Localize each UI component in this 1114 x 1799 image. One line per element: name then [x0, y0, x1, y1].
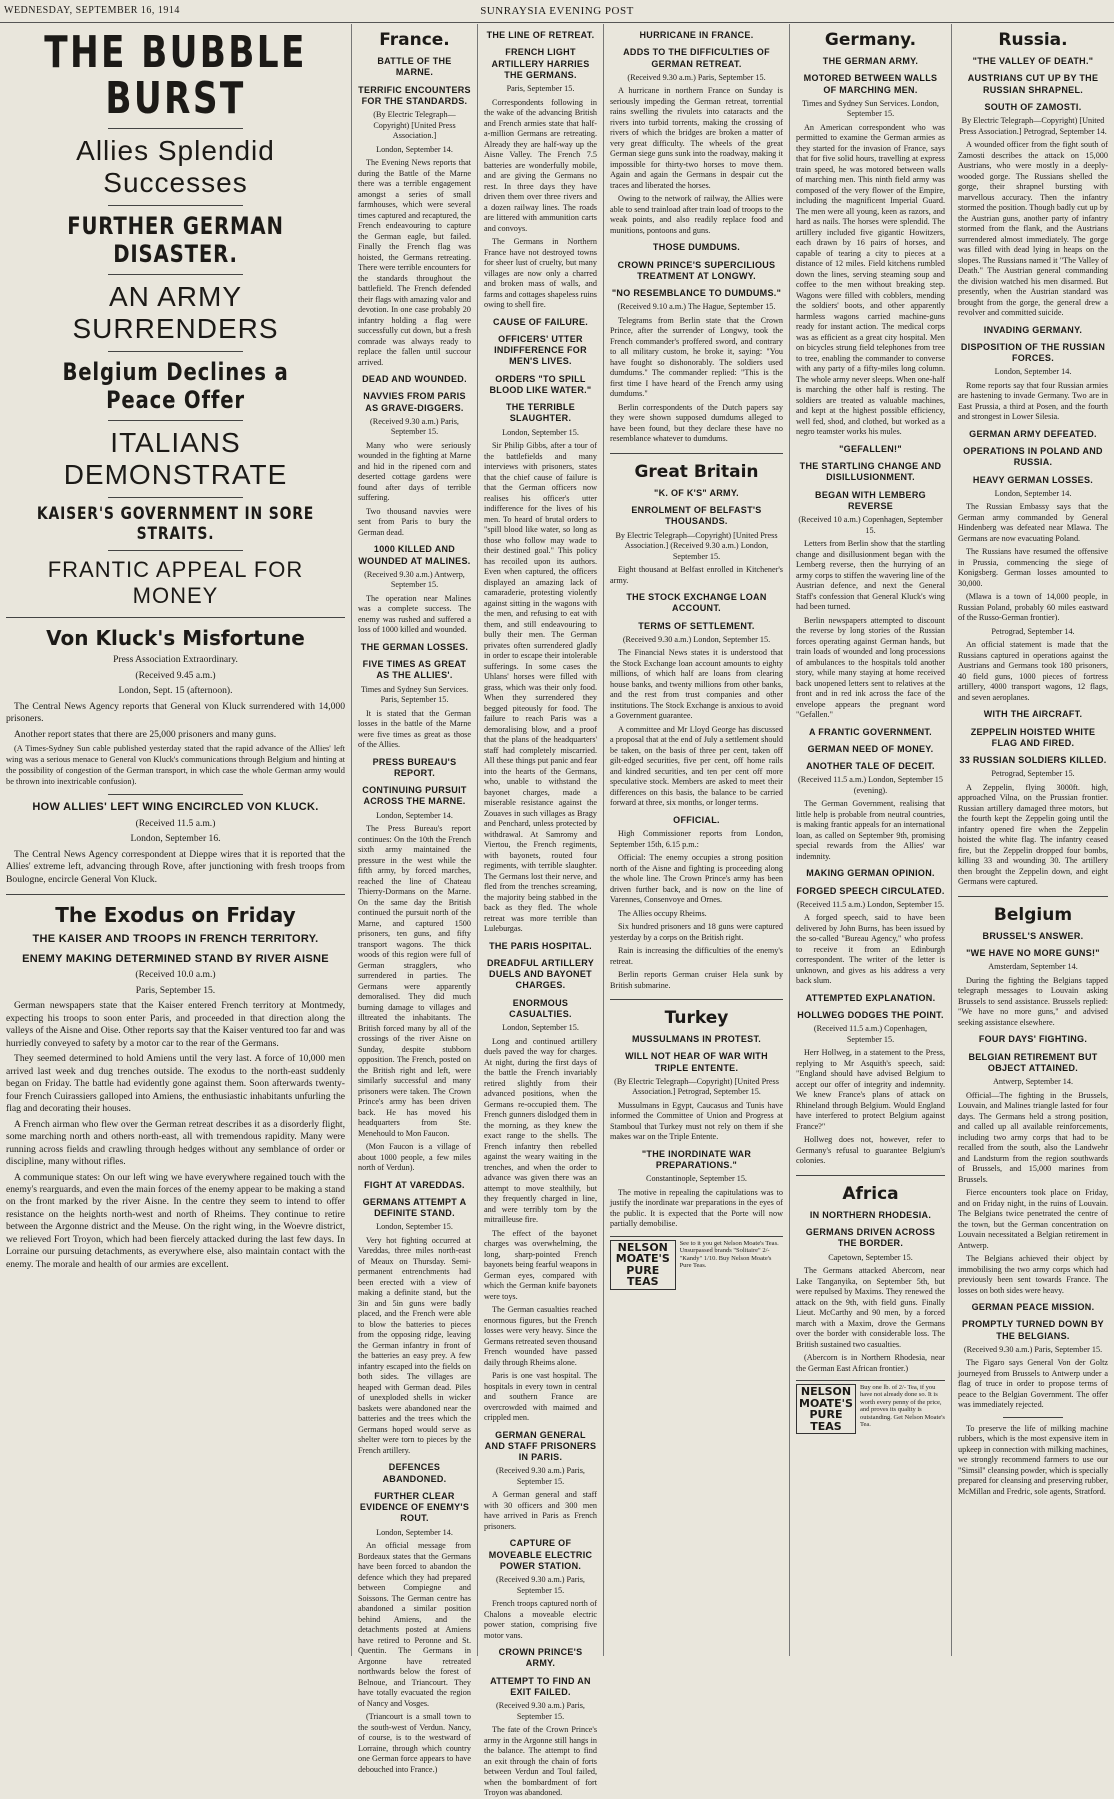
article-paragraph: To preserve the life of milking machine rubbers, which is the most expensive item in upkeep in connection with milking machines, we strongly recommend farmers to use our "Simsil" cleansing powder, which is specially prepared for cleansing and preserving rubber, McMillan and Fredric, sole agents, Stratford.: [958, 1423, 1108, 1496]
article-paragraph: (Mlawa is a town of 14,000 people, in Russian Poland, probably 60 miles eastward of the Russo-German frontier).: [958, 592, 1108, 623]
subhead: DISPOSITION OF THE RUSSIAN FORCES.: [960, 341, 1106, 363]
article-paragraph: (Mon Faucon is a village of about 1000 people, a few miles north of Verdun).: [358, 1142, 471, 1172]
advertisement: [610, 1236, 783, 1290]
article-paragraph: The Germans attacked Abercorn, near Lake Tanganyika, on September 5th, but were repulsed by Maxims. They renewed the attack on the 9th, with field guns. Finally Lieut. McCarthy and 90 men, by a forced march with a Maxim, drove the Germans over the border with considerable loss. The British sustained two casualties.: [796, 1266, 945, 1349]
dateline: London, September 14.: [994, 488, 1072, 498]
divider: [610, 999, 783, 1000]
headline-main: THE BUBBLE BURST: [44, 27, 307, 125]
subhead: DEFENCES ABANDONED.: [382, 1462, 447, 1484]
subhead: TERRIFIC ENCOUNTERS FOR THE STANDARDS.: [358, 84, 471, 106]
subhead: IN NORTHERN RHODESIA.: [809, 1209, 932, 1220]
subhead: "GEFALLEN!": [839, 443, 902, 454]
ad-logo: NELSON MOATE'S PURE TEAS: [796, 1384, 856, 1434]
divider: [108, 420, 244, 421]
paper-title: SUNRAYSIA EVENING POST: [480, 5, 634, 17]
masthead: [0, 0, 1114, 23]
dateline: London, September 15.: [502, 1023, 579, 1032]
dateline: (Received 9.30 a.m.) Paris, September 15.: [963, 1344, 1103, 1354]
article-paragraph: The Central News Agency correspondent at Dieppe wires that it is reported that the Allies' extreme left, advancing through Rove, after junctioning with fresh troops from Boulogne, encircle General Von Kluck.: [6, 848, 345, 885]
dateline: Petrograd, September 14.: [991, 626, 1075, 636]
subhead: WITH THE AIRCRAFT.: [983, 709, 1083, 720]
subhead: FRENCH LIGHT ARTILLERY HARRIES THE GERMANS.: [491, 47, 590, 80]
article-paragraph: A communique states: On our left wing we have everywhere regained touch with the enemy's rearguards, and even the main forces of the enemy appear to be making a stand on the front marked by the river Aisne. In the centre they seem to intend to offer resistance on the heights north-west and north of Rheims. They continue to retire between the Argonne district and the Meuse. On the right wing, in the Woevre district, we relieved Fort Troyon, which had been fiercely attacked during the last few days. In Lorraine our pursuing detachments, as everywhere else, also maintain contact with the enemy. The morale and health of our armies are excellent.: [6, 1171, 345, 1270]
dateline: London, September 15.: [376, 1222, 453, 1232]
article-paragraph: The Press Bureau's report continues: On the 10th the French sixth army maintained the pressure in the west while the fifth army, by forced marches, reached the line of Chateau Thierry-Dormans on the Marne. On the same day the British continued the pursuit north of the Marne, and captured 1500 prisoners, ten guns, and fifty transport wagons. The thick woods of this region were full of German stragglers, who surrendered in parties. The Germans were apparently demoralised. They did much burning damage to villages and illtreated the inhabitants. The British forced many by all of the crossings of the river Aisne on Sunday, despite stubborn opposition. The French, posted on the British right and left, were similarly successful and many prisoners were taken. The Crown Prince's army has been driven back. He has moved his headquarters from Ste. Menehould to Mon Faucon.: [358, 824, 471, 1138]
dateline: London, September 15.: [502, 427, 579, 437]
subhead: BELGIAN RETIREMENT BUT OBJECT ATTAINED.: [968, 1051, 1098, 1073]
subhead: THE GERMAN ARMY.: [822, 56, 919, 66]
subhead: "K. OF K'S" ARMY.: [654, 487, 739, 498]
subhead: ADDS TO THE DIFFICULTIES OF GERMAN RETREAT.: [623, 47, 770, 69]
subhead: CONTINUING PURSUIT ACROSS THE MARNE.: [362, 785, 467, 807]
subhead: THOSE DUMDUMS.: [652, 242, 741, 253]
section-exodus: The Exodus on Friday: [55, 902, 296, 927]
issue-date: WEDNESDAY, SEPTEMBER 16, 1914: [4, 5, 180, 16]
dateline: (Received 9.30 a.m.) Paris, September 15.: [370, 416, 459, 437]
article-paragraph: Berlin correspondents of the Dutch papers say they were shown supposed dumdums alleged to have been found, but they declare these have no resemblance whatever to dumdums.: [610, 402, 783, 444]
section-kluck: Von Kluck's Misfortune: [46, 626, 305, 651]
divider: [108, 128, 244, 129]
dateline: Amsterdam, September 14.: [988, 962, 1078, 972]
article-paragraph: A French airman who flew over the German retreat describes it as a disorderly flight, some marching north and others north-east, all with tremendous rapidity. Many were running across fields and crawling through hedges without any semblance of order or discipline, many without rifles.: [6, 1118, 345, 1168]
subhead: HURRICANE IN FRANCE.: [639, 30, 754, 40]
article-paragraph: (A Times-Sydney Sun cable published yesterday stated that the rapid advance of the Allies' left wing was a serious menace to General von Kluck's communications through Belgium and hinting at the possibility of congestion of the German transport, in which case the whole German army would be thrown into inextricable confusion).: [6, 744, 345, 786]
subhead: MAKING GERMAN OPINION.: [806, 868, 935, 879]
article-paragraph: Six hundred prisoners and 18 guns were captured yesterday by a corps on the British right.: [610, 922, 783, 942]
headline-money: FRANTIC APPEAL FOR MONEY: [47, 557, 304, 609]
subhead: ENORMOUS CASUALTIES.: [509, 997, 572, 1019]
article-paragraph: Berlin newspapers attempted to discount the reverse by long stories of the Russian forces operating against German hands, but train loads of wounded and long processions of ambulances to the hospitals told another story, while many staying at home received back unopened letters sent to relatives at the front and in red ink across the face of the envelope appears the pregnant word "Gefallen.": [796, 615, 945, 719]
divider: [958, 896, 1108, 897]
subhead: CAPTURE OF MOVEABLE ELECTRIC POWER STATION.: [488, 1538, 593, 1571]
article-paragraph: The German Government, realising that little help is probable from neutral countries, is making frantic appeals for an international loan, as called on September 9th, promising special rewards from the Allies' war indemnity.: [796, 799, 945, 861]
article-paragraph: The Belgians achieved their object by immobilising the two army corps which had previously been sent towards France. The losses on both sides were heavy.: [958, 1254, 1108, 1295]
subhead: FIVE TIMES AS GREAT AS THE ALLIES'.: [362, 659, 467, 681]
divider: [6, 894, 345, 895]
article-paragraph: Official—The fighting in the Brussels, Louvain, and Malines triangle lasted for four days. The Germans held a strong position, and called up all available reinforcements, including two army corps that had to be recalled from the south, also the Landwehr and Landsturm from the region southwards of Brussels, and 15,000 marines from Brussels.: [958, 1090, 1108, 1184]
subhead: TERMS OF SETTLEMENT.: [638, 620, 755, 631]
subhead-encircled: HOW ALLIES' LEFT WING ENCIRCLED VON KLUCK.: [32, 800, 319, 813]
dateline: London, September 14.: [376, 810, 453, 820]
subhead: OFFICERS' UTTER INDIFFERENCE FOR MEN'S LIVES.: [494, 333, 587, 367]
divider: [108, 274, 244, 275]
subhead: THE PARIS HOSPITAL.: [489, 940, 592, 951]
divider: [108, 497, 244, 498]
dateline: Constantinople, September 15.: [646, 1174, 747, 1184]
article-paragraph: Owing to the network of railway, the Allies were able to send trainload after train load of troops to the weak points, and also readily replace food and munitions, pontoons and guns.: [610, 194, 783, 235]
article-paragraph: A Zeppelin, flying 3000ft. high, approached Vilna, on the Prussian frontier. Russian artillery damaged three motors, but the fourth kept the Zeppelin going until the infantry opened fire when the Zeppelin hoisted the white flag. The infantry ceased fire, but the Zeppelin dropped four bombs, killing 33 and wounding 30. The artillery then brought the Zeppelin down, and eight Germans were captured.: [958, 782, 1108, 887]
dateline: (Received 11.5 a.m.) London, September 15 (evening).: [798, 775, 943, 795]
subhead: GERMANS DRIVEN ACROSS THE BORDER.: [805, 1227, 936, 1249]
ad-text: See to it you get Nelson Moate's Teas. Unsurpassed brands "Solitaire" 2/- "Kandy" 1/10. Buy Nelson Moate's Pure Teas.: [679, 1239, 779, 1270]
article-paragraph: A German general and staff with 30 officers and 300 men have arrived in Paris as French prisoners.: [484, 1490, 597, 1531]
article-paragraph: During the fighting the Belgians tapped telegraph messages to Louvain asking Brussels to send assistance. Brussels replied: "We have no more guns," and advised seeking assistance elsewhere.: [958, 975, 1108, 1027]
section-russia: Russia.: [998, 30, 1068, 50]
subhead: PROMPTLY TURNED DOWN BY THE BELGIANS.: [962, 1319, 1104, 1341]
section-turkey: Turkey: [664, 1008, 729, 1028]
article-paragraph: The Central News Agency reports that General von Kluck surrendered with 14,000 prisoners.: [6, 700, 345, 725]
article-paragraph: A wounded officer from the fight south of Zamosti describes the attack on 15,000 Austrians, who were mostly in a deeply-wooded gorge. The Russians shelled the gorge, their shrapnel bursting with marvellous accuracy. Then the infantry stormed the position. Though badly cut up by the Austrian guns, another party of infantry stormed from the flank, and the Austrians surrendered almost immediately. The gorge was filled with dead lying in heaps on the slopes. The Russians named it "The Valley of Death." The Austrian general commanding the division watched his men disarmed. But presently, when the Austrian standard was brought from the gorge, the general drew a revolver and committed suicide.: [958, 140, 1108, 317]
subhead: THE STARTLING CHANGE AND DISILLUSIONMENT.: [799, 461, 942, 483]
dateline: Capetown, September 15.: [828, 1252, 913, 1262]
section-belgium: Belgium: [993, 904, 1073, 925]
headline-italians: ITALIANS DEMONSTRATE: [63, 427, 288, 491]
byline: (By Electric Telegraph—Copyright) [United Press Association.]: [373, 110, 456, 140]
subhead: THE STOCK EXCHANGE LOAN ACCOUNT.: [626, 592, 767, 614]
subhead: HEAVY GERMAN LOSSES.: [972, 474, 1094, 485]
dateline: (Received 11.5 a.m.) London, September 15.: [796, 899, 945, 909]
subhead-aisne: ENEMY MAKING DETERMINED STAND BY RIVER AISNE: [22, 952, 329, 965]
article-paragraph: Mussulmans in Egypt, Caucasus and Tunis have informed the Committee of Union and Progress at Stamboul that Turkey must not rely on them if she makes war on the Triple Entente.: [610, 1100, 783, 1142]
dateline: London, September 16.: [130, 833, 221, 845]
subhead: ANOTHER TALE OF DECEIT.: [806, 761, 935, 771]
article-paragraph: Official: The enemy occupies a strong position north of the Aisne and fighting is proceeding along the whole line. The Crown Prince's army has been driven further back, and is now on the line of Varennes, Consenvoye and Ornes.: [610, 853, 783, 904]
article-paragraph: Rome reports say that four Russian armies are hastening to invade Germany. Two are in East Prussia, a third at Posen, and the fourth and strongest in Lower Silesia.: [958, 380, 1108, 422]
headline-belgium: Belgium Declines a Peace Offer: [62, 358, 289, 415]
subhead: BRUSSEL'S ANSWER.: [982, 930, 1084, 941]
subhead: INVADING GERMANY.: [983, 324, 1083, 335]
ad-logo: NELSON MOATE'S PURE TEAS: [610, 1240, 676, 1290]
dateline: (Received 9.30 a.m.) Paris, September 15.: [496, 1701, 585, 1721]
article-paragraph: It is stated that the German losses in the battle of the Marne were five times as great as those of the Allies.: [358, 708, 471, 749]
dateline: Antwerp, September 14.: [992, 1077, 1074, 1086]
subhead: ATTEMPTED EXPLANATION.: [805, 992, 936, 1003]
subhead: "THE VALLEY OF DEATH.": [972, 56, 1094, 66]
subhead: HOLLWEG DODGES THE POINT.: [797, 1010, 944, 1020]
divider: [108, 794, 244, 795]
subhead: CAUSE OF FAILURE.: [492, 316, 589, 327]
dateline: (Received 9.30 a.m.) Paris, September 15.: [496, 1575, 585, 1595]
article-paragraph: Two thousand navvies were sent from Paris to bury the German dead.: [358, 506, 471, 537]
article-paragraph: The Evening News reports that during the Battle of the Marne there was a terrible engagement amongst a series of small farmhouses, which were several times captured and recaptured, the French endeavouring to capture the German eagle, but failed. Finally the French flag was hoisted, the Germans retreating. There were terrible encounters for the standards throughout the battlefield. The French defended their flags with amazing valor and devotion. In one case probably 20 infantry holding a flag were successfully cut down, but a fresh comrade was always ready to replace the fallen until succour arrived.: [358, 158, 471, 367]
subhead: "NO RESEMBLANCE TO DUMDUMS.": [611, 288, 782, 298]
subhead: OPERATIONS IN POLAND AND RUSSIA.: [963, 446, 1103, 468]
dateline: London, September 14.: [376, 144, 453, 154]
article-paragraph: Long and continued artillery duels paved the way for charges. At night, during the first days of the battle the French invariably retired slightly from their advanced positions, when the Germans re-occupied them. The French gunners dislodged them in the morning, as they knew the exact range to the shells. The French infantry then rebelled against the weary waiting in the trenches, and when the order to advance was given there was an attempt to move stealthily, but they frequently charged in line, and were terribly torn by the mitrailleuse fire.: [484, 1036, 597, 1224]
column-russia: [952, 24, 1114, 1656]
dateline: (Received 9.30 a.m.) Paris, September 15.: [627, 72, 766, 82]
divider: [108, 550, 244, 551]
article-paragraph: German newspapers state that the Kaiser entered French territory at Montmedy, expecting his troops to soon enter Paris, and proceeded in that direction along the valleys of the Aisne and Oise. Other reports say that the Kaiser ventured too far and was hurriedly conveyed to safety by a motor car to the rear of the Germans.: [6, 1000, 345, 1049]
article-paragraph: A committee and Mr Lloyd George has discussed a proposal that at the end of July a settlement should be taken, on the basis of three per cent, taken off gilt-edged securities, five per cent, off home rails and kindred securities, and ten per cent off more speculative stock. Members are asked to meet their differences on this basis, the balance to be carried forward at three, six months, or longer terms.: [610, 724, 783, 808]
headline-army-surrenders: AN ARMY SURRENDERS: [72, 281, 279, 345]
column-front: [0, 24, 352, 1656]
article-paragraph: Berlin reports German cruiser Hela sunk by British submarine.: [610, 970, 783, 990]
dateline: (Received 11.5 a.m.) Copenhagen, September 15.: [813, 1024, 928, 1044]
dateline: (Received 10 a.m.) Copenhagen, September 15.: [798, 515, 943, 535]
dateline: By Electric Telegraph—Copyright) [United Press Association.] Petrograd, September 14.: [959, 116, 1107, 136]
dateline: (Received 9.30 a.m.) Paris, September 15.: [496, 1466, 585, 1486]
article-paragraph: Hollweg does not, however, refer to Germany's refusal to guarantee Belgium's colonies.: [796, 1135, 945, 1166]
article-paragraph: Rain is increasing the difficulties of the enemy's retreat.: [610, 946, 783, 966]
subhead: ATTEMPT TO FIND AN EXIT FAILED.: [490, 1675, 591, 1697]
column-retreat: [478, 24, 604, 1797]
dateline: Paris, September 15.: [135, 984, 216, 996]
article-paragraph: High Commissioner reports from London, September 15th, 6.15 p.m.:: [610, 829, 783, 849]
divider: [796, 1175, 945, 1176]
received-time: (Received 9.45 a.m.): [135, 669, 216, 681]
article-paragraph: The Financial News states it is understood that the Stock Exchange loan account amounts to eighty millions, of which half are loans from clearing house banks, and twenty millions from other banks, and the rest from trust companies and other institutions. The Stock Exchange is anxious to avoid a Government guarantee.: [610, 648, 783, 721]
subhead: A FRANTIC GOVERNMENT.: [809, 726, 932, 737]
received-time: (Received 11.5 a.m.): [135, 817, 216, 829]
article-paragraph: A hurricane in northern France on Sunday is seriously impeding the German retreat, torrential rains swelling the rivulets into cataracts and the rivers into turbid torrents, making the crossing of rivers of which the bridges are broken a matter of very great difficulty. The wheels of the great German siege guns sunk into the roadway, making it impossible for thirty-two horses to move them. Again and again the Germans in despair cut the traces and liberated the horses.: [610, 86, 783, 190]
headline-german-disaster: FURTHER GERMAN DISASTER.: [67, 212, 284, 269]
subhead: MOTORED BETWEEN WALLS OF MARCHING MEN.: [803, 73, 938, 95]
divider: [108, 351, 244, 352]
article-paragraph: Another report states that there are 25,000 prisoners and many guns.: [14, 728, 277, 740]
subhead: SOUTH OF ZAMOSTI.: [984, 101, 1082, 112]
subhead: AUSTRIANS CUT UP BY THE RUSSIAN SHRAPNEL.: [967, 73, 1099, 95]
dateline: London, September 14.: [376, 1527, 453, 1537]
divider: [610, 453, 783, 454]
subhead: GERMAN PEACE MISSION.: [971, 1302, 1095, 1312]
article-paragraph: (Abercorn is in Northern Rhodesia, near the German East African frontier.): [796, 1353, 945, 1373]
dateline: By Electric Telegraph—Copyright) [United Press Association.] (Received 9.30 a.m.) London, September 15.: [615, 530, 778, 561]
subhead: ZEPPELIN HOISTED WHITE FLAG AND FIRED.: [970, 726, 1096, 748]
dateline: (Received 9.30 a.m.) Antwerp, September 15.: [364, 569, 465, 590]
dateline: (Received 9.10 a.m.) The Hague, September 15.: [617, 302, 776, 312]
article-paragraph: Very hot fighting occurred at Vareddas, three miles north-east of Meaux on Thursday. Semi-permanent entrenchments had been erected with a view of making a definite stand, but the 3in and 5in guns were badly placed, and the French were able to blow the batteries to pieces from the opposing ridge, leaving the German infantry in front of the batteries an easy prey. A few infantry escaped into the fields on both sides. The villages are heaped with German dead. Piles of unexploded shells in wicker baskets were abandoned near the batteries and the trees which the Germans hoped would serve as shelter were torn to pieces by the French artillery.: [358, 1235, 471, 1455]
column-hurricane: [604, 24, 790, 1656]
article-paragraph: Correspondents following in the wake of the advancing British and French armies state that half-a-million Germans are retreating. Already they are half-way up the Aisne Valley. The French 7.5 batteries are wonderfully mobile, and are giving the Germans no rest. In three days they have driven them over three rivers and a dozen railway lines. The roads are littered with ammunition carts and convoys.: [484, 97, 597, 233]
article-paragraph: The Allies occupy Rheims.: [618, 908, 707, 918]
article-paragraph: Telegrams from Berlin state that the Crown Prince, after the surrender of Longwy, took the French commander's proffered sword, and contrary to all military custom, he broke it, saying: "You have fought so dishonorably. The soldiers used dumdums." The commander replied: "This is the first time I have heard of the French army using dumdums.": [610, 315, 783, 399]
advertisement: [796, 1380, 945, 1434]
subhead: DREADFUL ARTILLERY DUELS AND BAYONET CHARGES.: [486, 957, 595, 991]
subhead: CROWN PRINCE'S ARMY.: [498, 1647, 583, 1669]
article-paragraph: The German casualties reached enormous figures, but the French losses were very heavy. Since the Germans retreated seven thousand French wounded have passed daily through Rheims alone.: [484, 1305, 597, 1367]
article-paragraph: The Germans in Northern France have not destroyed towns for sheer lust of cruelty, but many villages are now only a charred and broken mass of walls, and farms and cottages shapeless ruins owing to shell fire.: [484, 237, 597, 309]
subhead: ENROLMENT OF BELFAST'S THOUSANDS.: [631, 505, 762, 527]
article-paragraph: The fate of the Crown Prince's army in the Argonne still hangs in the balance. The attempt to find an exit through the chain of forts between Verdun and Toul failed, when the bombardment of fort Troyon was abandoned.: [484, 1725, 597, 1797]
subhead: MUSSULMANS IN PROTEST.: [631, 1034, 762, 1044]
section-great-britain: Great Britain: [634, 461, 759, 482]
byline: Press Association Extraordinary.: [113, 654, 238, 666]
article-paragraph: The Russians have resumed the offensive in Prussia, commencing the siege of Konigsberg. German losses amounted to 30,000.: [958, 547, 1108, 588]
section-germany: Germany.: [824, 30, 917, 50]
article-paragraph: Fierce encounters took place on Friday, and on Friday night, in the ruins of Louvain. The Belgians twice penetrated the centre of the town, but the German concentration on Louvain necessitated a Belgian retirement in Antwerp.: [958, 1188, 1108, 1250]
divider: [1003, 1417, 1063, 1418]
article-paragraph: Letters from Berlin show that the startling change and disillusionment began with the Lemberg reverse, then the hurrying of an army corps to stiffen the wavering line of the Austrian defence, and next the General Staff's confession that General Kluck's wing had been turned.: [796, 539, 945, 611]
dateline: Times and Sydney Sun Services. London, September 15.: [802, 98, 939, 119]
subhead: 33 RUSSIAN SOLDIERS KILLED.: [959, 755, 1107, 765]
dateline: Petrograd, September 15.: [991, 769, 1075, 779]
subhead: WILL NOT HEAR OF WAR WITH TRIPLE ENTENTE.: [625, 1051, 768, 1073]
subhead: ORDERS "TO SPILL BLOOD LIKE WATER.": [489, 373, 592, 395]
subhead: GERMAN NEED OF MONEY.: [807, 743, 934, 754]
subhead: OFFICIAL.: [673, 814, 720, 825]
subhead: BATTLE OF THE MARNE.: [377, 56, 452, 78]
dateline: Times and Sydney Sun Services. Paris, September 15.: [360, 684, 469, 704]
dateline: (By Electric Telegraph—Copyright) [United Press Association.] Petrograd, September 15.: [614, 1076, 779, 1097]
subhead: 1000 KILLED AND WOUNDED AT MALINES.: [358, 544, 471, 566]
subhead: CROWN PRINCE'S SUPERCILIOUS TREATMENT AT LONGWY.: [617, 259, 776, 281]
received-time: (Received 10.0 a.m.): [135, 969, 216, 981]
article-paragraph: French troops captured north of Chalons a moveable electric power station, comprising five motor vans.: [484, 1599, 597, 1640]
article-paragraph: A forged speech, said to have been delivered by John Burns, has been issued by the so-called "Bureau Agency," who profess to receive it from an Edinburgh correspondent. The writer of the letter is unknown, and gives as his address a very back slum.: [796, 913, 945, 986]
subhead: FURTHER CLEAR EVIDENCE OF ENEMY'S ROUT.: [359, 1490, 470, 1524]
headline-kaiser: KAISER'S GOVERNMENT IN SORE STRAITS.: [36, 504, 315, 545]
article-paragraph: The Russian Embassy says that the German army commanded by General Hindenberg was defeated near Mlawa. The Germans are now evacuating Poland.: [958, 502, 1108, 543]
subhead: "THE INORDINATE WAR PREPARATIONS.": [641, 1148, 752, 1170]
divider: [108, 205, 244, 206]
headline-allies: Allies Splendid Successes: [76, 135, 275, 199]
column-france: [352, 24, 478, 1774]
article-paragraph: The Figaro says General Von der Goltz journeyed from Brussels to Antwerp under a flag of truce in order to propose terms of peace to the Belgian Government. The offer was immediately rejected.: [958, 1358, 1108, 1410]
subhead: PRESS BUREAU'S REPORT.: [372, 756, 457, 778]
article-paragraph: An official message from Bordeaux states that the Germans have been forced to abandon the defence which they had prepared between Compiegne and Soissons. The German centre has abandoned a similar position behind Amiens, and the detachments posted at Amiens have retired to Peronne and St. Quentin. The Germans in Argonne have retreated northwards below the forest of Belnoue, and Triancourt. They have totally evacuated the region of Nancy and Vosges.: [358, 1541, 471, 1708]
article-paragraph: The effect of the bayonet charges was overwhelming, the long, sharp-pointed French bayonets being fearful weapons in German eyes, compared with which the German knife bayonets were toys.: [484, 1228, 597, 1301]
subhead: "WE HAVE NO MORE GUNS!": [966, 948, 1100, 958]
subhead: GERMAN ARMY DEFEATED.: [969, 428, 1097, 439]
article-paragraph: An American correspondent who was permitted to examine the German armies as they started for the invasion of France, says that for five solid hours, travelling at express train speed, he was motored between walls of marching men. This ninth field army was composed of the very flower of the Empire, including the magnificent Imperial Guard. The men were all young, keen as razors, and hard as nails. The horses were splendid. The artillery included five gigantic Howitzers, each drawn by 16 pairs of horses, and capable of tearing a city to pieces at a distance of 12 miles. Field kitchens rumbled down the lines, serving steaming soup and coffee to the men without breaking step. Wagons were filled with cobblers, mending the soldiers' boots, and other apparently harmless wagons carried machine-guns ready for instant action. The medical corps was as efficient as a great city hospital. Men on bicycles strung field telephones from tree to tree, enabling the commander to converse with any party of a fifty-miles long column. The whole army never sleeps. When one-half is marching the other half is resting. The soldiers are treated as valuable machines, and kept at the highest possible efficiency, well fed, shod, and clothed, but worked as a negro teamster works his mules.: [796, 122, 945, 437]
article-paragraph: Paris is one vast hospital. The hospitals in every town in central and southern France are overcrowded with maimed and crippled men.: [484, 1371, 597, 1422]
dateline: London, Sept. 15 (afternoon).: [118, 685, 233, 697]
article-paragraph: The operation near Malines was a complete success. The enemy was rushed and suffered a loss of 1000 killed and wounded.: [358, 593, 471, 635]
article-paragraph: Herr Hollweg, in a statement to the Press, replying to Mr Asquith's speech, said: "England should have advised Belgium to accept our offer of integrity and indemnity. We knew France's plans of attack on Rhineland through Belgium. Would England have interfered to protect Belgium against France?": [796, 1048, 945, 1131]
article-paragraph: They seemed determined to hold Amiens until the very last. A force of 10,000 men arrived last week and dug trenches outside. The exodus to the north-east suddenly began on Friday. The battle had evidently gone against them. Soon afterwards twenty-four French Cuirassiers galloped into Amiens, the enthusiastic inhabitants unfurling the flag and decorating their houses.: [6, 1053, 345, 1115]
article-paragraph: An official statement is made that the Russians captured in operations against the Austrians and Germans took 180 prisoners, 40 field guns, 1000 pieces of fortress artillery, 4000 transport wagons, 12 flags, and seven aeroplanes.: [958, 640, 1108, 702]
ad-text: Buy one lb. of 2/- Tea, if you have not already done so. It is worth every penny of the price, and proves its quality is outstanding. Get Nelson Moate's Tea.: [859, 1384, 945, 1429]
subhead: GERMAN GENERAL AND STAFF PRISONERS IN PARIS.: [484, 1429, 597, 1462]
article-paragraph: The motive in repealing the capitulations was to justify the inordinate war preparations in the eyes of the public. It is expected that the Porte will now partially demobilise.: [610, 1187, 783, 1229]
dateline: (Received 9.30 a.m.) London, September 15.: [622, 634, 771, 644]
article-paragraph: Many who were seriously wounded in the fighting at Marne and hid in the ripened corn and deserted cottage gardens were found after days of terrible suffering.: [358, 440, 471, 503]
article-paragraph: Sir Philip Gibbs, after a tour of the battlefields and many interviews with prisoners, states that the chief cause of failure is that the German officers now realises his officer's utter indifference for the lives of his men. To heard of brutal orders to "spill blood like water, so long as those who follow may wade to their destined goal." This policy has recoiled upon its authors. Even when captured, the officers displayed an amazing lack of camaraderie, protesting violently against sitting in the wagons with the men, and refusing to eat with them, and still endeavouring to bully their men. The German privates often surrendered gladly in order to escape their intolerable sufferings. In some cases the Uhlans' horses were filled with grass, which was their only food. When they surrendered they begged piteously for food. The failure to reach Paris was a demoralising blow, and a proof that the plans of the headquarters' staff had completely miscarried. All these things put panic and fear into the hearts of the Germans, who, unable to withstand the bayonet charges, made a miserable resistance against the Zouaves in such villages as Bragy and Penchard, unless protected by withdrawal. At Samromy and Viertou, the French regiments, with bayonets, routed four regiments, with terrible slaughter. The Germans lost their nerve, and fled from the trenches screaming, the majority being stabbed in the back as they fled. The whole retreat was more terrible than Luleburgas.: [484, 441, 597, 933]
subhead: BEGAN WITH LEMBERG REVERSE: [815, 489, 926, 511]
dateline: London, September 14.: [994, 367, 1072, 377]
subhead: THE TERRIBLE SLAUGHTER.: [505, 402, 576, 424]
column-germany: [790, 24, 952, 1656]
divider: [6, 617, 345, 618]
subhead: NAVVIES FROM PARIS AS GRAVE-DIGGERS.: [363, 391, 466, 413]
section-france: France.: [379, 30, 450, 50]
dateline: Paris, September 15.: [506, 84, 575, 93]
subhead: FOUR DAYS' FIGHTING.: [978, 1034, 1088, 1045]
article-paragraph: (Triancourt is a small town to the south-west of Verdun. Nancy, of course, is to the westward of Lorraine, through which country one German force appears to have debouched into France.): [358, 1712, 471, 1774]
subhead: DEAD AND WOUNDED.: [362, 374, 467, 384]
subhead: GERMANS ATTEMPT A DEFINITE STAND.: [362, 1196, 467, 1218]
subhead: FORGED SPEECH CIRCULATED.: [796, 885, 945, 896]
section-africa: Africa: [842, 1183, 899, 1204]
subhead-kaiser: THE KAISER AND TROOPS IN FRENCH TERRITORY.: [32, 932, 319, 945]
subhead: FIGHT AT VAREDDAS.: [364, 1179, 465, 1190]
subhead: THE LINE OF RETREAT.: [486, 30, 595, 40]
subhead: THE GERMAN LOSSES.: [360, 641, 469, 652]
article-paragraph: Eight thousand at Belfast enrolled in Kitchener's army.: [610, 565, 783, 585]
